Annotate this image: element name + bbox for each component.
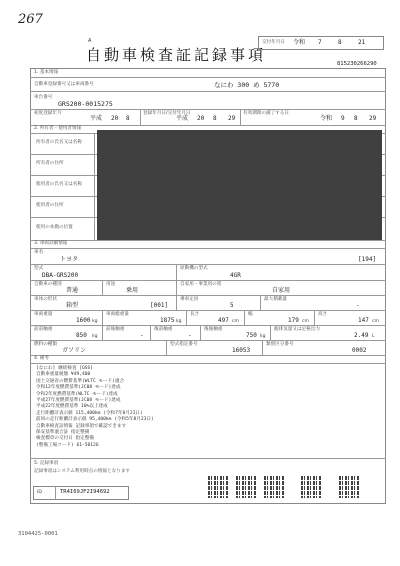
displacement: 2.49 [354, 332, 369, 339]
base-location-label: 使用の本拠の位置 [36, 225, 73, 230]
id-label: ID [37, 490, 42, 495]
model: DBA-GRS200 [42, 272, 79, 279]
model-label: 型式 [34, 266, 44, 271]
doc-number: 3104425-0001 [18, 531, 58, 537]
length-unit: cm [232, 319, 240, 324]
gross-label: 車両総重量 [106, 312, 129, 317]
axle-rf: - [188, 332, 192, 339]
max-load: - [356, 302, 360, 309]
first-reg-label: 初度登録年月 [34, 111, 62, 116]
width-unit: cm [302, 319, 310, 324]
section5-header: 5. 記録事項 [34, 461, 59, 466]
expiry-label: 有効期間の満了する日 [243, 111, 289, 116]
expiry-year: 9 [341, 115, 345, 122]
weight: 1600 [76, 317, 91, 324]
remark-line: 走行距離計表示値 115,400km (令和7年8月21日) [36, 410, 143, 416]
remark-line: [なにわ] 継続検査 [OSS] [36, 366, 94, 371]
qr-code-icon [301, 476, 321, 498]
section4-header: 4. 備考 [34, 356, 50, 361]
purpose-label: 自家用・事業用の別 [180, 282, 222, 287]
page-title: 自動車検査証記録事項 [86, 46, 267, 64]
height: 147 [358, 317, 369, 324]
height-label: 高さ [318, 312, 328, 317]
engine-label: 原動機の型式 [180, 266, 208, 271]
capacity: 5 [230, 302, 234, 309]
axle-rr-unit: kg [260, 334, 266, 339]
handwritten-number: 267 [18, 12, 43, 27]
car-name-label: 車名 [34, 250, 44, 255]
reg-date-label: 登録年月日/交付年月日 [143, 111, 191, 116]
expiry-day: 29 [369, 115, 377, 122]
user-address-label: 使用者の住所 [36, 203, 64, 208]
reg-date-day: 29 [228, 115, 236, 122]
remark-line: 国土交通省の燃費基準(WLTC モード)適合 [36, 378, 125, 384]
id-value: TR4I69JF2I94692 [60, 489, 110, 495]
reg-number-label: 自動車登録番号又は車両番号 [34, 82, 94, 87]
remark-line: 令和2年度燃費基準(WLTC モード)達成 [36, 391, 118, 397]
qr-code-icon [264, 476, 284, 498]
remark-line: (整備工場コード) 61-50126 [36, 442, 99, 448]
type-label: 自動車の種別 [34, 282, 62, 287]
length: 497 [218, 317, 229, 324]
category-label: 類別区分番号 [266, 342, 294, 347]
first-reg-era: 平成 [90, 115, 103, 122]
axle-rr: 750 [246, 332, 257, 339]
first-reg-month: 8 [126, 115, 130, 122]
remark-line: 自動車検査証情報 記録事項で確認できます [36, 423, 127, 429]
chassis-label: 車台番号 [34, 95, 53, 100]
remark-line: 自動車重量税額 ¥49,400 [36, 372, 91, 378]
remark-line: 令和12年度燃費基準(JC08 モード)達成 [36, 385, 121, 391]
category: 0002 [352, 347, 367, 354]
axle-fr: - [140, 332, 144, 339]
displacement-label: 総排気量又は定格出力 [274, 327, 320, 332]
designation: 16053 [232, 347, 251, 354]
weight-unit: kg [92, 319, 98, 324]
issue-date-month: 8 [338, 39, 342, 46]
designation-label: 型式指定番号 [170, 342, 198, 347]
mark-a: A [88, 38, 92, 44]
expiry-month: 8 [354, 115, 358, 122]
remark-line: 検査標章の交付日 指定整備 [36, 436, 94, 442]
axle-fr-label: 前後軸重 [106, 327, 125, 332]
qr-code-icon [339, 476, 359, 498]
remark-line: 平成27年度燃費基準(JC08 モード)達成 [36, 398, 121, 404]
section3-header: 3. 車両詳細情報 [34, 241, 68, 246]
remarks-block [36, 366, 154, 449]
doc-code: 815230266290 [337, 61, 377, 67]
reg-date-era: 平成 [176, 115, 189, 122]
remark-line: 保安基準適合証 指定整備 [36, 430, 90, 436]
car-name: トヨタ [60, 256, 79, 263]
width-label: 幅 [248, 312, 253, 317]
body: 箱型 [66, 302, 79, 309]
redacted-owner-info [97, 130, 382, 240]
capacity-label: 乗車定員 [180, 297, 199, 302]
type: 普通 [66, 287, 79, 294]
axle-ff-unit: kg [92, 334, 98, 339]
qr-code-icon [236, 476, 256, 498]
gross-unit: kg [176, 319, 182, 324]
displacement-unit: L [372, 334, 375, 339]
owner-name-label: 所有者の氏名又は名称 [36, 140, 82, 145]
car-name-code: [194] [358, 256, 377, 263]
width: 179 [288, 317, 299, 324]
use-label: 用途 [106, 282, 116, 287]
use: 乗用 [126, 287, 139, 294]
purpose: 自家用 [272, 287, 291, 294]
reg-number: なにわ 300 め 5770 [214, 81, 280, 89]
fuel: ガソリン [62, 347, 87, 354]
body-code: [001] [150, 302, 169, 309]
reg-date-year: 20 [197, 115, 205, 122]
axle-rr-label: 後後軸重 [204, 327, 223, 332]
footer-note: 記録事項はシステム利用時点の情報となります [34, 469, 131, 474]
section1-header: 1. 基本情報 [34, 70, 59, 75]
qr-code-icon [208, 476, 228, 498]
fuel-label: 燃料の種類 [34, 342, 57, 347]
weight-label: 車両重量 [34, 312, 53, 317]
max-load-label: 最大積載量 [264, 297, 287, 302]
reg-date-month: 8 [213, 115, 217, 122]
engine: 4GR [230, 272, 241, 279]
body-label: 車体の形状 [34, 297, 57, 302]
axle-ff-label: 前前軸重 [34, 327, 53, 332]
remark-line: 平成22年度燃費基準 10%以上達成 [36, 404, 108, 410]
height-unit: cm [372, 319, 380, 324]
issue-date-era: 令和 [293, 39, 306, 46]
axle-ff: 850 [76, 332, 87, 339]
remark-line: 前回の走行距離計表示値 95,400km (令和5年8月23日) [36, 417, 154, 423]
axle-rf-label: 後前軸重 [154, 327, 173, 332]
issue-date-year: 7 [318, 39, 322, 46]
section2-header: 2. 所有者・使用者情報 [34, 126, 82, 131]
issue-date-label: 交付年月日 [262, 40, 285, 45]
chassis-number: GRS200-0015275 [58, 100, 113, 108]
issue-date-day: 21 [358, 39, 366, 46]
expiry-era: 令和 [320, 115, 333, 122]
owner-address-label: 所有者の住所 [36, 161, 64, 166]
first-reg-year: 20 [111, 115, 119, 122]
length-label: 長さ [190, 312, 200, 317]
user-name-label: 使用者の氏名又は名称 [36, 182, 82, 187]
gross: 1875 [160, 317, 175, 324]
